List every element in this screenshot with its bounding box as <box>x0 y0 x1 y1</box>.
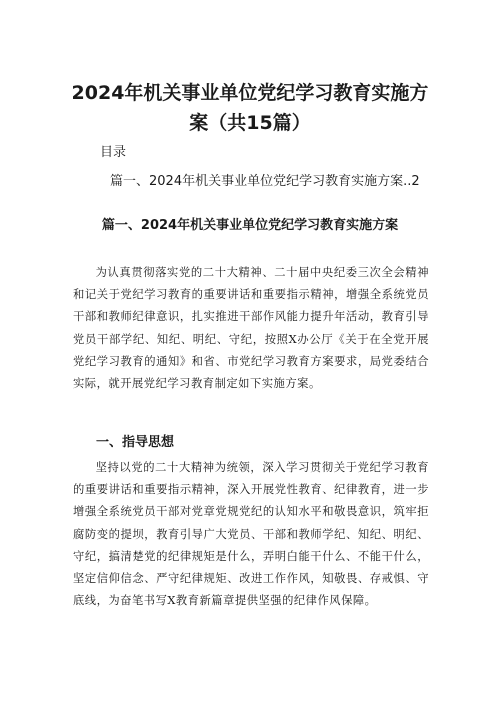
title-line-2: 案（共15篇） <box>189 112 311 134</box>
toc-label: 目录 <box>100 145 127 160</box>
body-paragraph: 坚持以党的二十大精神为统领，深入学习贯彻关于党纪学习教育的重要讲话和重要指示精神，深入开展党性教育、纪律教育，进一步增强全系统党员干部对党章党规党纪的认知水平和敬畏意识，筑牢拒腐防变的提坝，教育引导广大党员、干部和教师学纪、知纪、明纪、守纪，搞清楚党的纪律规矩是什么，弄明白能干什么、不能干什么，坚定信仰信念、严守纪律规矩、改进工作作风，知敬畏、存戒惧、守底线，为奋笔书写X教育新篇章提供坚强的纪律作风保障。 <box>73 461 429 608</box>
document-title <box>60 78 440 138</box>
body-paragraph: 为认真贯彻落实党的二十大精神、二十届中央纪委三次全会精神和记关于党纪学习教育的重要讲话和重要指示精神，增强全系统党员干部和教师纪律意识，扎实推进干部作风能力提升年活动，教育引导党员干部学纪、知纪、明纪、守纪，按照X办公厅《关于在全党开展党纪学习教育的通知》和省、市党纪学习教育方案要求，局党委结合实际，就开展党纪学习教育制定如下实施方案。 <box>73 266 429 391</box>
section-heading: 一、指导思想 <box>96 435 175 450</box>
section-title: 篇一、2024年机关事业单位党纪学习教育实施方案 <box>101 218 399 233</box>
title-line-1: 2024年机关事业单位党纪学习教育实施方 <box>71 82 429 104</box>
toc-entry[interactable]: 篇一、2024年机关事业单位党纪学习教育实施方案..2 <box>110 174 420 189</box>
